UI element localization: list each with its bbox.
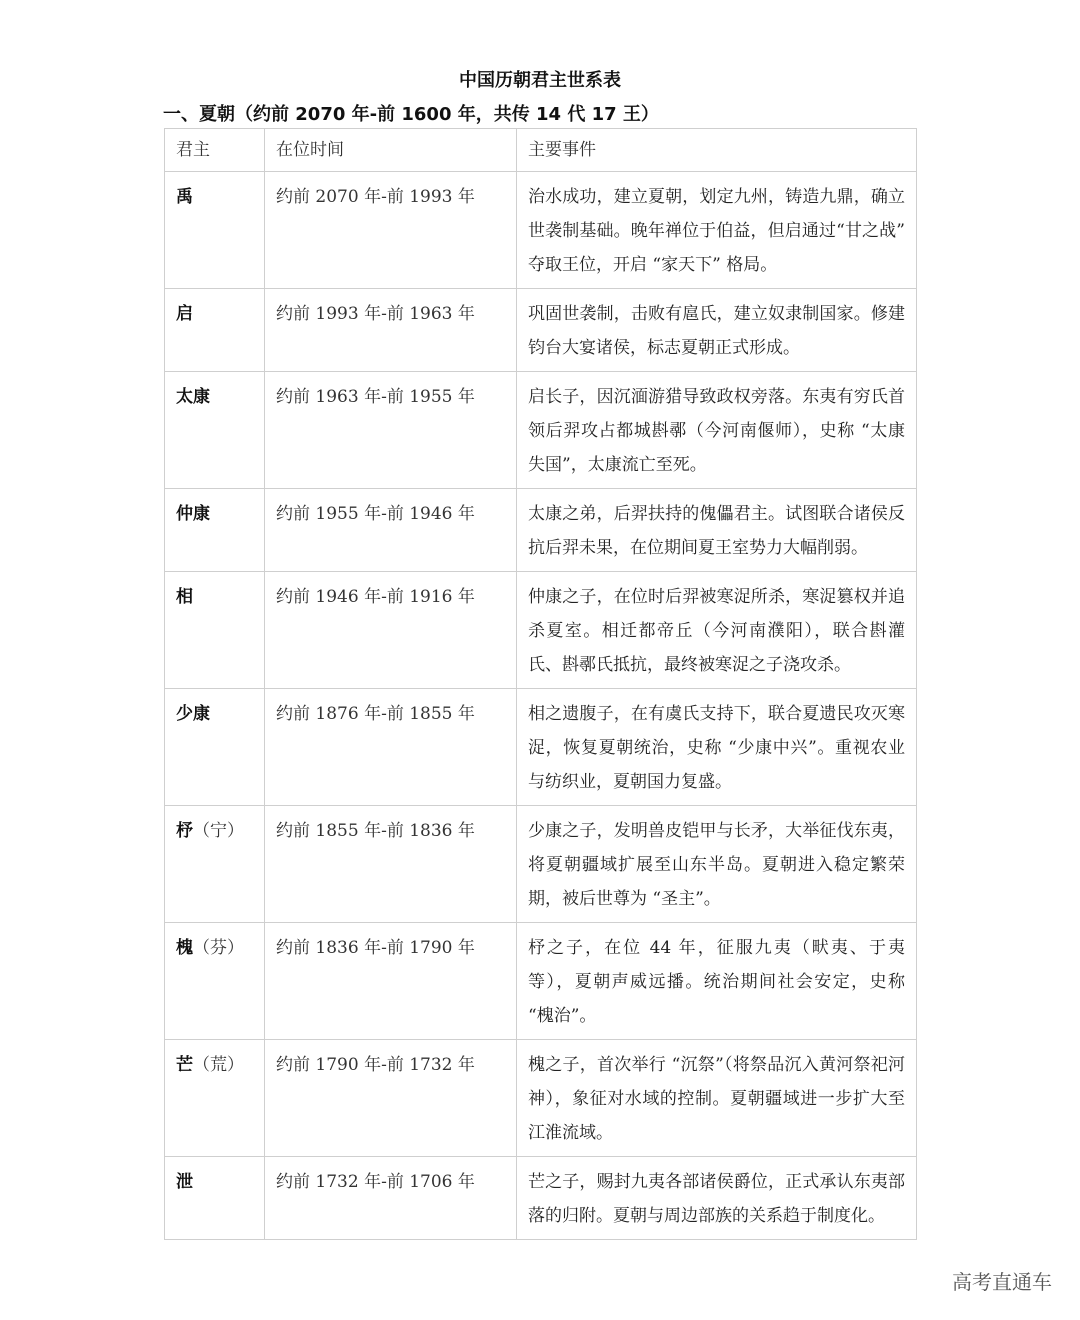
ruler-alt-name: （宁） xyxy=(193,821,244,841)
events-cell xyxy=(517,289,917,372)
events-cell xyxy=(517,689,917,806)
events-text: 相之遗腹子，在有虞氏支持下，联合夏遗民攻灭寒浞，恢复夏朝统治，史称 “少康中兴”。重视农业与纺织业，夏朝国力复盛。 xyxy=(528,704,905,792)
events-cell xyxy=(517,572,917,689)
reign-time: 约前 1790 年-前 1732 年 xyxy=(276,1055,475,1075)
table-header-row xyxy=(165,129,917,172)
events-text: 槐之子，首次举行 “沉祭”（将祭品沉入黄河祭祀河神），象征对水域的控制。夏朝疆域进一步扩大至江淮流域。 xyxy=(528,1055,905,1143)
reign-time-cell xyxy=(265,689,517,806)
reign-time-cell xyxy=(265,1040,517,1157)
ruler-cell xyxy=(165,1157,265,1240)
reign-time: 约前 1876 年-前 1855 年 xyxy=(276,704,475,724)
header-ruler: 君主 xyxy=(165,129,265,172)
events-text: 治水成功，建立夏朝，划定九州，铸造九鼎，确立世袭制基础。晚年禅位于伯益，但启通过“甘之战” 夺取王位，开启 “家天下” 格局。 xyxy=(528,187,905,275)
ruler-name: 少康 xyxy=(176,704,210,724)
table-row xyxy=(165,489,917,572)
table-row xyxy=(165,806,917,923)
ruler-name: 相 xyxy=(176,587,193,607)
ruler-cell xyxy=(165,289,265,372)
events-text: 芒之子，赐封九夷各部诸侯爵位，正式承认东夷部落的归附。夏朝与周边部族的关系趋于制度化。 xyxy=(528,1172,905,1226)
events-text: 巩固世袭制，击败有扈氏，建立奴隶制国家。修建钧台大宴诸侯，标志夏朝正式形成。 xyxy=(528,304,905,358)
ruler-cell xyxy=(165,172,265,289)
reign-time: 约前 1993 年-前 1963 年 xyxy=(276,304,475,324)
ruler-name: 仲康 xyxy=(176,504,210,524)
ruler-name: 泄 xyxy=(176,1172,193,1192)
reign-time: 约前 1946 年-前 1916 年 xyxy=(276,587,475,607)
events-cell xyxy=(517,923,917,1040)
table-row xyxy=(165,923,917,1040)
reign-time-cell xyxy=(265,289,517,372)
reign-time-cell xyxy=(265,372,517,489)
events-text: 启长子，因沉湎游猎导致政权旁落。东夷有穷氏首领后羿攻占都城斟鄩（今河南偃师），史称 “太康失国”，太康流亡至死。 xyxy=(528,387,905,475)
events-cell xyxy=(517,172,917,289)
events-text: 杼之子，在位 44 年，征服九夷（畎夷、于夷等），夏朝声威远播。统治期间社会安定，史称 “槐治”。 xyxy=(528,938,905,1026)
reign-time: 约前 1732 年-前 1706 年 xyxy=(276,1172,475,1192)
ruler-cell xyxy=(165,689,265,806)
reign-time: 约前 1855 年-前 1836 年 xyxy=(276,821,475,841)
table-row xyxy=(165,172,917,289)
section-heading: 一、夏朝（约前 2070 年-前 1600 年，共传 14 代 17 王） xyxy=(163,104,659,125)
document-title: 中国历朝君主世系表 xyxy=(459,70,621,91)
reign-time: 约前 1963 年-前 1955 年 xyxy=(276,387,475,407)
ruler-alt-name: （芬） xyxy=(193,938,244,958)
ruler-name: 芒 xyxy=(176,1055,193,1075)
events-cell xyxy=(517,489,917,572)
table-row xyxy=(165,1157,917,1240)
reign-table xyxy=(164,128,917,1240)
ruler-name: 启 xyxy=(176,304,193,324)
ruler-alt-name: （荒） xyxy=(193,1055,244,1075)
ruler-cell xyxy=(165,1040,265,1157)
reign-time: 约前 1836 年-前 1790 年 xyxy=(276,938,475,958)
ruler-cell xyxy=(165,806,265,923)
reign-time: 约前 1955 年-前 1946 年 xyxy=(276,504,475,524)
events-cell xyxy=(517,806,917,923)
ruler-name: 杼 xyxy=(176,821,193,841)
events-text: 仲康之子，在位时后羿被寒浞所杀，寒浞篡权并追杀夏室。相迁都帝丘（今河南濮阳），联合斟灌氏、斟鄩氏抵抗，最终被寒浞之子浇攻杀。 xyxy=(528,587,905,675)
reign-time-cell xyxy=(265,172,517,289)
events-cell xyxy=(517,1157,917,1240)
events-cell xyxy=(517,372,917,489)
ruler-cell xyxy=(165,372,265,489)
events-text: 少康之子，发明兽皮铠甲与长矛，大举征伐东夷，将夏朝疆域扩展至山东半岛。夏朝进入稳定繁荣期，被后世尊为 “圣主”。 xyxy=(528,821,905,909)
events-cell xyxy=(517,1040,917,1157)
table-row xyxy=(165,1040,917,1157)
table-row xyxy=(165,372,917,489)
ruler-cell xyxy=(165,489,265,572)
reign-time-cell xyxy=(265,1157,517,1240)
reign-time-cell xyxy=(265,806,517,923)
reign-time: 约前 2070 年-前 1993 年 xyxy=(276,187,475,207)
ruler-name: 禹 xyxy=(176,187,193,207)
watermark-text: 高考直通车 xyxy=(952,1270,1052,1294)
reign-time-cell xyxy=(265,489,517,572)
table-row xyxy=(165,289,917,372)
table-row xyxy=(165,572,917,689)
ruler-cell xyxy=(165,923,265,1040)
header-reign-time: 在位时间 xyxy=(265,129,517,172)
ruler-name: 槐 xyxy=(176,938,193,958)
ruler-name: 太康 xyxy=(176,387,210,407)
reign-time-cell xyxy=(265,923,517,1040)
header-events: 主要事件 xyxy=(517,129,917,172)
ruler-cell xyxy=(165,572,265,689)
table-row xyxy=(165,689,917,806)
events-text: 太康之弟，后羿扶持的傀儡君主。试图联合诸侯反抗后羿未果，在位期间夏王室势力大幅削弱。 xyxy=(528,504,905,558)
reign-time-cell xyxy=(265,572,517,689)
